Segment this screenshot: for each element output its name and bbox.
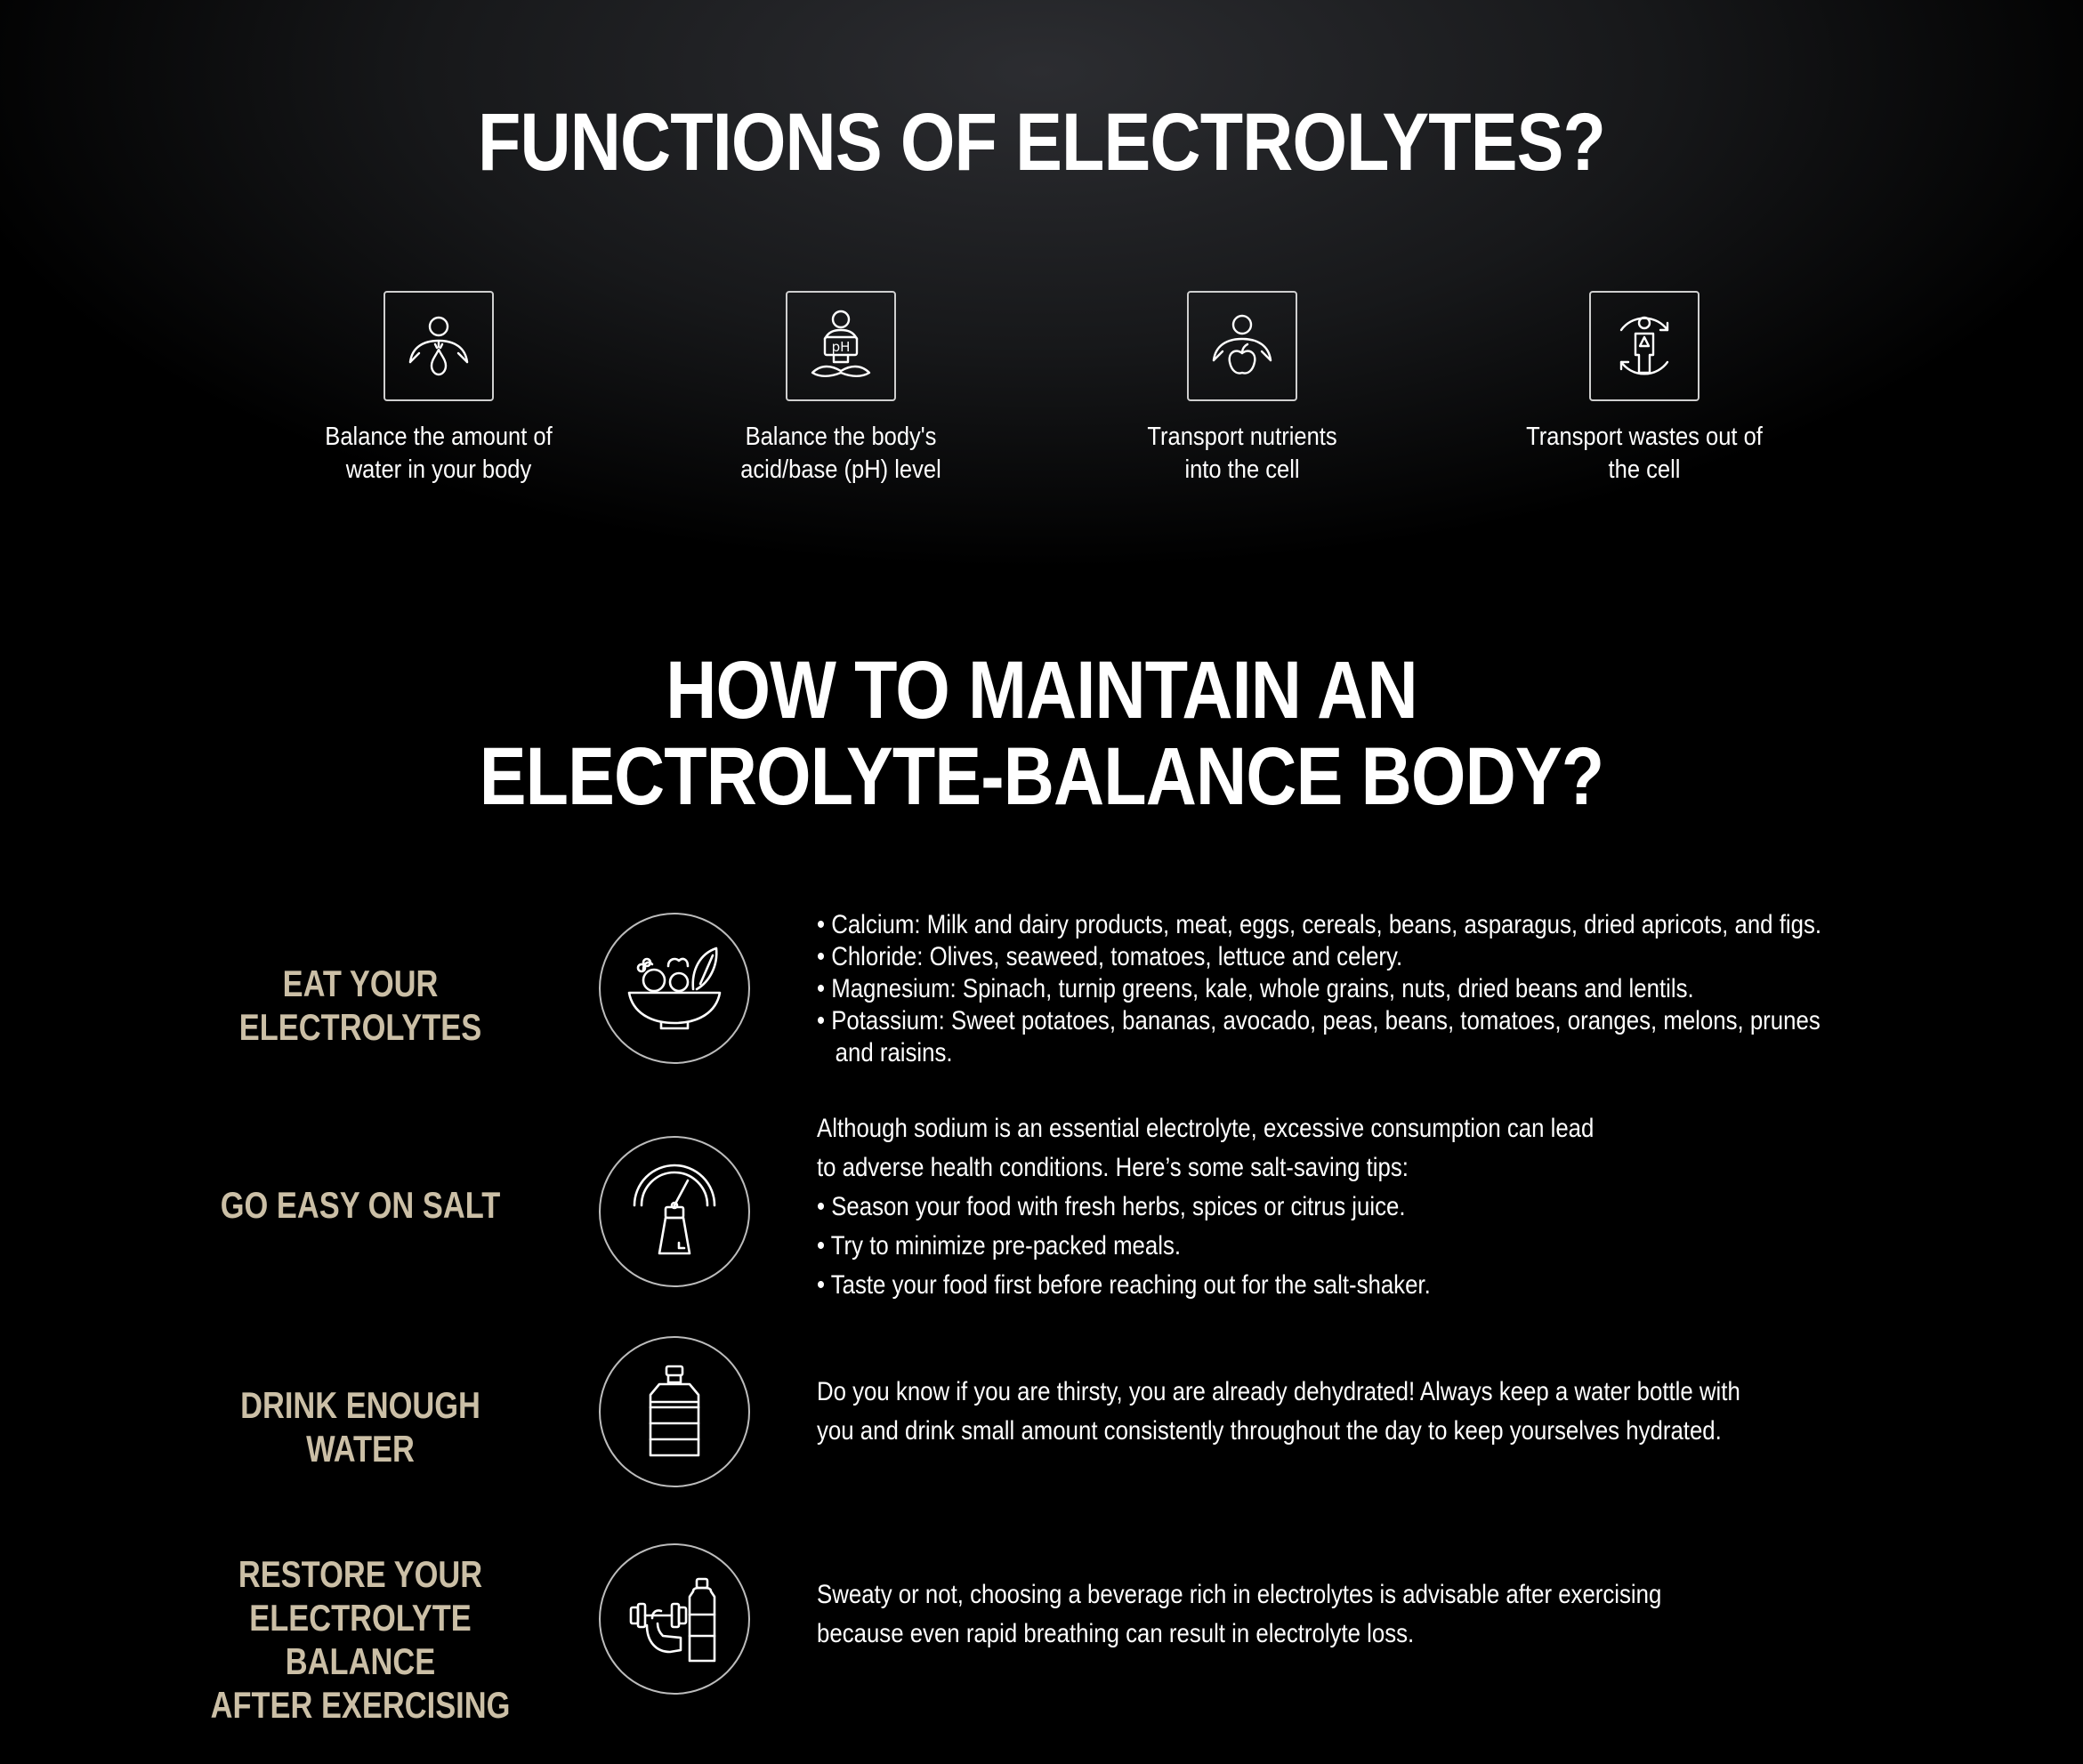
function-item-wastes (1449, 291, 1840, 487)
function-item-ph (645, 291, 1037, 487)
row-text-eat: • Calcium: Milk and dairy products, meat, eggs, cereals, beans, asparagus, dried apricots, and figs. • Chloride: Olives, seaweed, tomatoes, lettuce and celery. • Magnesium: Spinach, turnip greens, kale, whole grains, nuts, dried beans and lentils. • Potassium: Sweet potatoes, bananas, avocado, peas, beans, tomatoes, oranges, melons, prunes and raisins. (817, 910, 1822, 1067)
function-label-ph: Balance the body's acid/base (pH) level (740, 423, 941, 484)
row-label-water: DRINK ENOUGH WATER (240, 1384, 480, 1470)
functions-title: FUNCTIONS OF ELECTROLYTES? (477, 97, 1606, 188)
person-ph-meditation-icon (786, 291, 896, 401)
arm-dumbbell-bottle-icon (599, 1543, 750, 1695)
salt-shaker-gauge-icon (599, 1136, 750, 1287)
food-bowl-icon (599, 913, 750, 1064)
svg-text:pH: pH (831, 339, 851, 355)
row-text-exercise: Sweaty or not, choosing a beverage rich in electrolytes is advisable after exercising because even rapid breathing can result in electrolyte loss. (817, 1580, 1662, 1648)
row-label-salt: GO EASY ON SALT (220, 1184, 501, 1226)
water-jug-icon (599, 1336, 750, 1487)
person-recycle-arrows-icon (1589, 291, 1700, 401)
function-item-nutrients (1046, 291, 1438, 487)
row-text-water: Do you know if you are thirsty, you are already dehydrated! Always keep a water bottle with you and drink small amount consistently throughout the day to keep yourselves hydrated. (817, 1377, 1740, 1446)
row-text-salt: Although sodium is an essential electrolyte, excessive consumption can lead to adverse health conditions. Here’s some salt-saving tips: • Season your food with fresh herbs, spices or citrus juice. • Try to minimize pre-packed meals. • Taste your food first before reaching out for the salt-shaker. (817, 1114, 1595, 1300)
row-label-exercise: RESTORE YOUR ELECTROLYTE BALANCE AFTER EXERCISING (210, 1553, 511, 1726)
person-water-drop-icon (383, 291, 494, 401)
row-label-eat: EAT YOUR ELECTROLYTES (238, 963, 482, 1048)
function-item-water (243, 291, 634, 487)
function-label-water: Balance the amount of water in your body (325, 423, 553, 484)
function-label-nutrients: Transport nutrients into the cell (1147, 423, 1337, 484)
function-label-wastes: Transport wastes out of the cell (1526, 423, 1763, 484)
maintain-title: HOW TO MAINTAIN AN ELECTROLYTE-BALANCE BODY? (479, 645, 1604, 822)
person-apple-icon (1187, 291, 1297, 401)
